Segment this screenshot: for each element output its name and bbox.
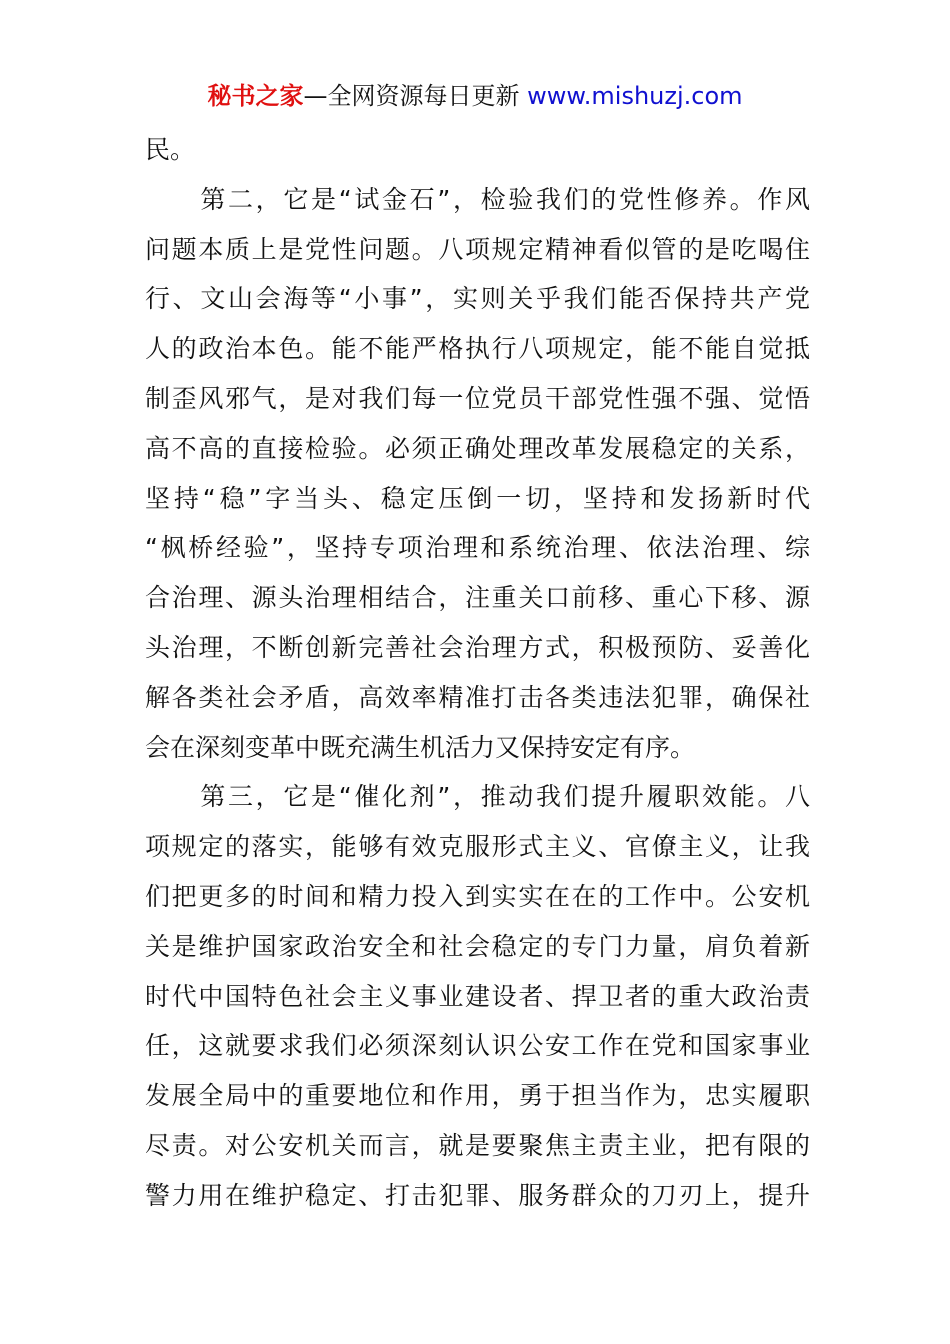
text-line: 民。: [145, 135, 196, 164]
text-line: “枫桥经验”，坚持专项治理和系统治理、依法治理、综: [145, 533, 810, 563]
text-line: 人的政治本色。能不能严格执行八项规定，能不能自觉抵: [145, 334, 810, 364]
site-tagline: —全网资源每日更新: [303, 82, 520, 110]
text-line: 会在深刻变革中既充满生机活力又保持安定有序。: [145, 732, 696, 762]
text-line: 项规定的落实，能够有效克服形式主义、官僚主义，让我: [145, 832, 810, 862]
text-line: 问题本质上是党性问题。八项规定精神看似管的是吃喝住: [145, 234, 810, 264]
text-line: 发展全局中的重要地位和作用，勇于担当作为，忠实履职: [145, 1081, 810, 1111]
site-url-link[interactable]: www.mishuzj.com: [527, 82, 743, 110]
document-body: [145, 125, 810, 1221]
text-line: 警力用在维护稳定、打击犯罪、服务群众的刀刃上，提升: [145, 1180, 810, 1210]
text-line: 时代中国特色社会主义事业建设者、捍卫者的重大政治责: [145, 981, 810, 1011]
text-line: 行、文山会海等“小事”，实则关乎我们能否保持共产党: [145, 284, 810, 314]
text-line: 解各类社会矛盾，高效率精准打击各类违法犯罪，确保社: [145, 682, 810, 712]
text-line: 制歪风邪气，是对我们每一位党员干部党性强不强、觉悟: [145, 383, 810, 413]
site-brand: 秘书之家: [207, 82, 304, 110]
site-header: [0, 80, 950, 112]
text-line: 们把更多的时间和精力投入到实实在在的工作中。公安机: [145, 881, 810, 911]
text-line: 尽责。对公安机关而言，就是要聚焦主责主业，把有限的: [145, 1130, 810, 1160]
text-line: 第三，它是“催化剂”，推动我们提升履职效能。八: [145, 782, 810, 812]
text-line: 高不高的直接检验。必须正确处理改革发展稳定的关系，: [145, 433, 810, 463]
text-line: 头治理，不断创新完善社会治理方式，积极预防、妥善化: [145, 632, 810, 662]
text-line: 任，这就要求我们必须深刻认识公安工作在党和国家事业: [145, 1031, 810, 1061]
text-line: 第二，它是“试金石”，检验我们的党性修养。作风: [145, 184, 810, 214]
text-line: 关是维护国家政治安全和社会稳定的专门力量，肩负着新: [145, 931, 810, 961]
text-line: 坚持“稳”字当头、稳定压倒一切，坚持和发扬新时代: [145, 483, 810, 513]
text-line: 合治理、源头治理相结合，注重关口前移、重心下移、源: [145, 583, 810, 613]
